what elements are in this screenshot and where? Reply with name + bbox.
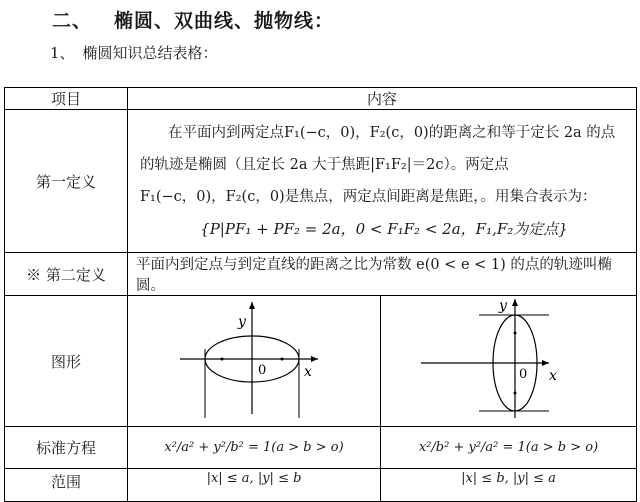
subsection-title: 椭圆知识总结表格： [82, 44, 218, 62]
second-definition-label: ※ 第二定义 [5, 253, 128, 296]
range-label: 范围 [5, 469, 128, 502]
standard-equation-row [5, 427, 637, 469]
y-axis-label: y [499, 298, 507, 314]
y-axis-arrow [512, 299, 518, 306]
section-title: 椭圆、双曲线、抛物线： [114, 10, 335, 32]
figure-horizontal-ellipse-cell [128, 296, 381, 427]
subsection-number: 1、 [50, 44, 75, 62]
right-focus [281, 358, 284, 361]
figure-row [5, 296, 637, 427]
range-horizontal: |x| ≤ a, |y| ≤ b [128, 469, 381, 502]
first-definition-line1: 在平面内到两定点F₁(−c，0)，F₂(c，0)的距离之和等于定长 2a 的点 [168, 125, 616, 141]
range-vertical: |x| ≤ b, |y| ≤ a [381, 469, 637, 502]
first-definition-body [128, 110, 637, 253]
standard-equation-vertical: x²/b² + y²/a² = 1(a > b > o) [381, 427, 637, 469]
table-header-row [5, 88, 637, 110]
y-axis-arrow [249, 302, 255, 309]
header-content: 内容 [128, 88, 637, 110]
section-number: 二、 [52, 10, 93, 32]
origin-label: 0 [519, 367, 528, 382]
first-definition-line2: 的轨迹是椭圆（且定长 2a 大于焦距|F₁F₂|＝2c）。两定点 [140, 157, 509, 173]
horizontal-ellipse-figure [128, 296, 381, 422]
section-heading [52, 6, 334, 33]
first-definition-set: {P|PF₁ + PF₂ = 2a，0 < F₁F₂ < 2a，F₁,F₂为定点} [200, 220, 568, 238]
ellipse-summary-table [4, 87, 637, 502]
figure-vertical-ellipse-cell [381, 296, 637, 427]
first-definition-line3: F₁(−c，0)，F₂(c，0)是焦点，两定点间距离是焦距，。用集合表示为： [140, 189, 597, 205]
x-axis-label: x [304, 364, 312, 380]
bottom-focus [514, 392, 517, 395]
x-axis-label: x [549, 368, 557, 384]
range-row [5, 469, 637, 502]
x-axis-arrow [542, 360, 549, 366]
top-focus [514, 332, 517, 335]
standard-equation-horizontal: x²/a² + y²/b² = 1(a > b > o) [128, 427, 381, 469]
first-definition-row [5, 110, 637, 253]
x-axis-arrow [311, 356, 318, 362]
subsection-heading [50, 42, 218, 63]
y-axis-label: y [238, 314, 246, 330]
origin-label: 0 [258, 363, 267, 378]
second-definition-text: 平面内到定点与到定直线的距离之比为常数 e(0 < e < 1) 的点的轨迹叫椭圆。 [128, 253, 637, 296]
figure-label: 图形 [5, 296, 128, 427]
first-definition-label: 第一定义 [5, 110, 128, 253]
second-definition-row [5, 253, 637, 296]
header-item: 项目 [5, 88, 128, 110]
left-focus [221, 358, 224, 361]
vertical-ellipse-figure [381, 296, 637, 422]
standard-equation-label: 标准方程 [5, 427, 128, 469]
